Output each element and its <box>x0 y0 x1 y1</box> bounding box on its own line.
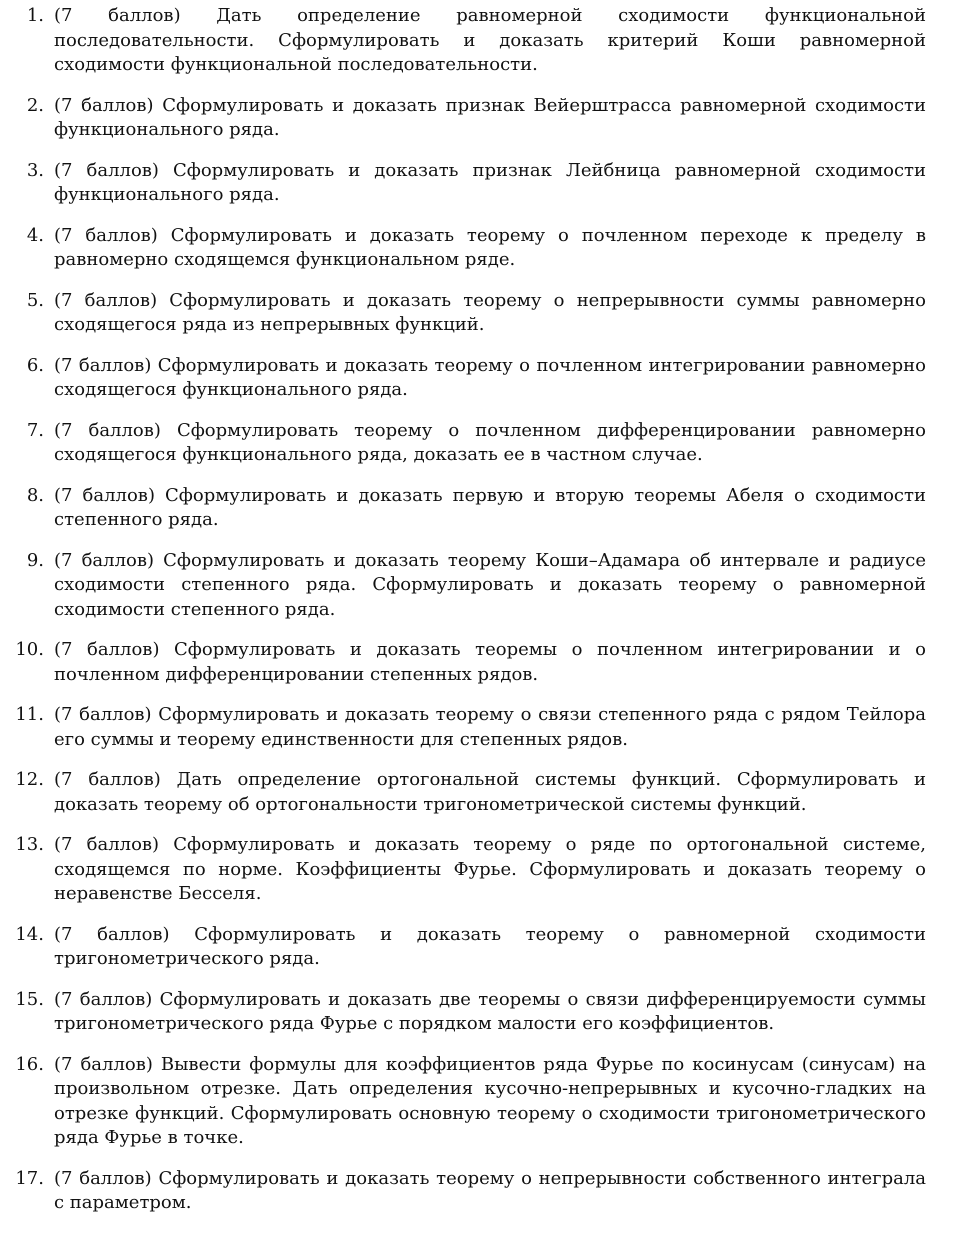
item-text: Сформулировать и доказать теорему о непрерывности суммы равномерно сходящегося ряда из непрерывных функций. <box>54 289 926 335</box>
item-number: 3. <box>26 159 44 181</box>
list-item <box>0 289 956 338</box>
item-text-block <box>54 1053 926 1151</box>
item-text-block <box>54 224 926 273</box>
item-text: Дать определение равномерной сходимости функциональной последовательности. Сформулировать и доказать критерий Коши равномерной сходимости функциональной последовательности. <box>54 5 926 75</box>
list-item <box>0 419 956 468</box>
item-points: (7 баллов) <box>54 159 159 181</box>
item-text-block <box>54 638 926 687</box>
item-text-block <box>54 833 926 907</box>
item-text-block <box>54 768 926 817</box>
item-text: Сформулировать теорему о почленном дифференцировании равномерно сходящегося функционального ряда, доказать ее в частном случае. <box>54 419 926 465</box>
item-points: (7 баллов) <box>54 289 158 311</box>
item-text-block <box>54 484 926 533</box>
item-text: Сформулировать и доказать первую и вторую теоремы Абеля о сходимости степенного ряда. <box>54 484 926 530</box>
item-text-block <box>54 159 926 208</box>
list-item <box>0 549 956 623</box>
list-item <box>0 1053 956 1151</box>
item-points: (7 баллов) <box>54 639 160 660</box>
list-item <box>0 4 956 78</box>
item-number: 17. <box>15 1167 44 1189</box>
item-number: 14. <box>15 923 44 945</box>
item-text: Сформулировать и доказать теорему о почленном переходе к пределу в равномерно сходящемся функциональном ряде. <box>54 224 926 270</box>
item-text-block <box>54 354 926 403</box>
list-item <box>0 94 956 143</box>
item-text-block <box>54 703 926 752</box>
item-text-block <box>54 988 926 1037</box>
item-number: 1. <box>26 5 44 26</box>
item-points: (7 баллов) <box>54 923 170 945</box>
item-number: 8. <box>26 484 44 506</box>
item-text-block <box>54 419 926 468</box>
item-points: (7 баллов) <box>54 224 158 246</box>
item-number: 5. <box>26 289 44 311</box>
item-text: Вывести формулы для коэффициентов ряда Фурье по косинусам (синусам) на произвольном отрезке. Дать определения кусочно-непрерывных и кусочно-гладких на отрезке функций. Сформулировать основную теорему о сходимости тригонометрического ряда Фурье в точке. <box>54 1053 927 1148</box>
item-text: Дать определение ортогональной системы функций. Сформулировать и доказать теорему об ортогональности тригонометрической системы функций. <box>54 769 926 815</box>
list-item <box>0 159 956 208</box>
item-text: Сформулировать и доказать признак Лейбница равномерной сходимости функционального ряда. <box>54 159 926 205</box>
item-number: 6. <box>26 354 44 376</box>
list-item <box>0 833 956 907</box>
item-number: 16. <box>15 1053 44 1075</box>
item-number: 12. <box>15 769 44 790</box>
item-number: 15. <box>15 988 44 1010</box>
item-points: (7 баллов) <box>54 1053 153 1075</box>
item-text: Сформулировать и доказать теорему о связи степенного ряда с рядом Тейлора его суммы и теорему единственности для степенных рядов. <box>54 704 926 750</box>
item-number: 13. <box>15 834 44 855</box>
item-number: 10. <box>15 639 44 660</box>
item-text: Сформулировать и доказать теорему о равномерной сходимости тригонометрического ряда. <box>54 923 926 969</box>
list-item <box>0 638 956 687</box>
item-number: 7. <box>26 419 44 441</box>
list-item <box>0 354 956 403</box>
item-points: (7 баллов) <box>54 988 153 1010</box>
item-text: Сформулировать и доказать теорему Коши–Адамара об интервале и радиусе сходимости степенного ряда. Сформулировать и доказать теорему о равномерной сходимости степенного ряда. <box>54 549 926 620</box>
question-list <box>0 4 956 1232</box>
item-points: (7 баллов) <box>54 419 161 441</box>
item-text-block <box>54 289 926 338</box>
list-item <box>0 1167 956 1216</box>
item-points: (7 баллов) <box>54 549 155 571</box>
item-points: (7 баллов) <box>54 769 161 790</box>
item-text: Сформулировать и доказать две теоремы о связи дифференцируемости суммы тригонометрического ряда Фурье с порядком малости его коэффициентов. <box>54 988 926 1034</box>
item-text: Сформулировать и доказать теорему о почленном интегрировании равномерно сходящегося функционального ряда. <box>54 354 926 400</box>
item-points: (7 баллов) <box>54 354 152 376</box>
item-text-block <box>54 923 926 972</box>
item-text: Сформулировать и доказать теорему о ряде по ортогональной системе, сходящемся по норме. Коэффициенты Фурье. Сформулировать и доказать теорему о неравенстве Бесселя. <box>54 834 926 904</box>
item-number: 2. <box>26 94 44 116</box>
list-item <box>0 224 956 273</box>
item-text: Сформулировать и доказать теоремы о почленном интегрировании и о почленном дифференцировании степенных рядов. <box>54 639 926 685</box>
item-points: (7 баллов) <box>54 704 152 725</box>
list-item <box>0 768 956 817</box>
item-points: (7 баллов) <box>54 5 181 26</box>
item-text-block <box>54 94 926 143</box>
item-number: 11. <box>15 704 44 725</box>
item-text: Сформулировать и доказать признак Вейерштрасса равномерной сходимости функционального ряда. <box>54 94 926 140</box>
list-item <box>0 484 956 533</box>
item-text-block <box>54 1167 926 1216</box>
item-points: (7 баллов) <box>54 94 154 116</box>
item-number: 9. <box>26 549 44 571</box>
item-points: (7 баллов) <box>54 1167 152 1189</box>
item-text: Сформулировать и доказать теорему о непрерывности собственного интеграла с параметром. <box>54 1167 926 1213</box>
item-points: (7 баллов) <box>54 834 160 855</box>
list-item <box>0 988 956 1037</box>
list-item <box>0 923 956 972</box>
item-text-block <box>54 549 926 623</box>
item-points: (7 баллов) <box>54 484 155 506</box>
item-text-block <box>54 4 926 78</box>
list-item <box>0 703 956 752</box>
item-number: 4. <box>26 224 44 246</box>
